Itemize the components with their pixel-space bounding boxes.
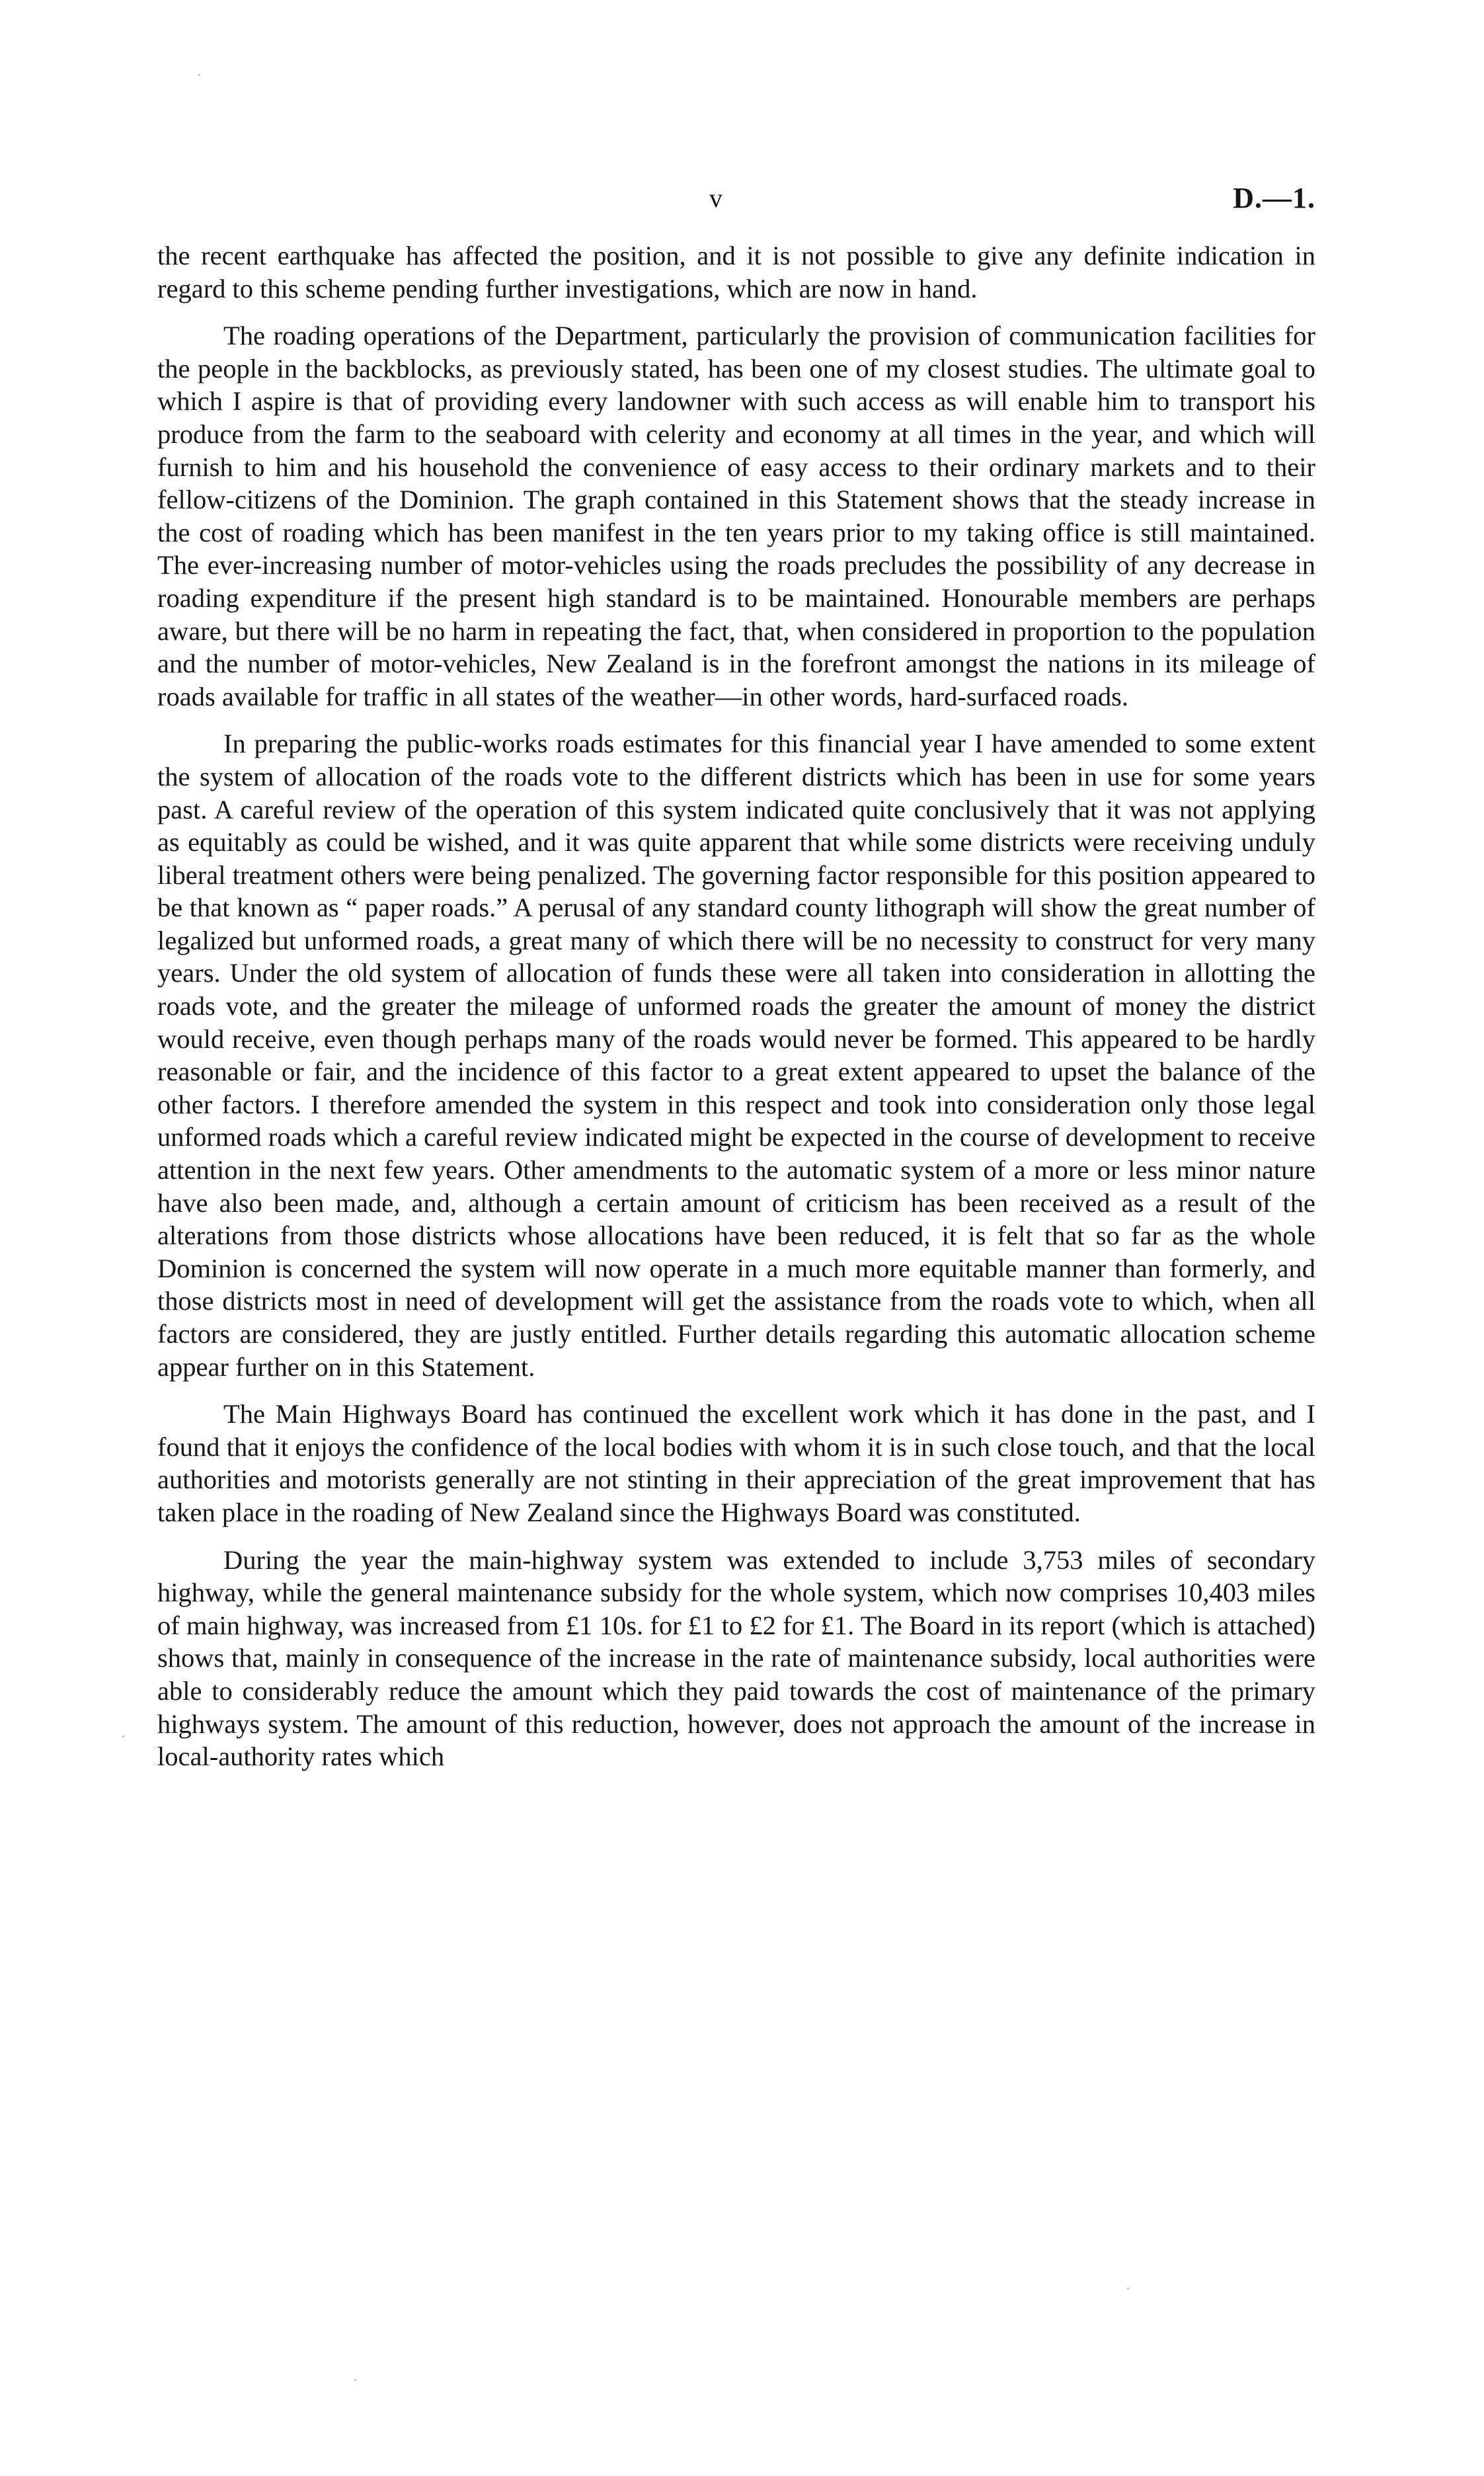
page-number: v [709, 183, 723, 213]
scan-speck [198, 74, 200, 76]
paragraph-roading-operations: The roading operations of the Department, particularly the provision of communication facilities for the people in the backblocks, as previously stated, has been one of my closest studies. The ultimate goal to which I aspire is that of providing every landowner with such access as will enable him to transport his produce from the farm to the seaboard with celerity and economy at all times in the year, and which will furnish to him and his household the convenience of easy access to their ordinary markets and to their fellow-citizens of the Dominion. The graph contained in this Statement shows that the steady increase in the cost of roading which has been manifest in the ten years prior to my taking office is still maintained. The ever-increasing number of motor-vehicles using the roads precludes the possibility of any decrease in roading expenditure if the present high standard is to be maintained. Honourable members are perhaps aware, but there will be no harm in repeating the fact, that, when considered in proportion to the population and the number of motor-vehicles, New Zealand is in the forefront amongst the nations in its mileage of roads available for traffic in all states of the weather—in other words, hard-surfaced roads. [157, 321, 1315, 711]
scan-speck [354, 2379, 356, 2381]
paragraph-highway-system-extension: During the year the main-highway system was extended to include 3,753 miles of secondary highway, while the general maintenance subsidy for the whole system, which now comprises 10,403 miles of main highway, was increased from £1 10s. for £1 to £2 for £1. The Board in its report (which is attached) shows that, mainly in consequence of the increase in the rate of maintenance subsidy, local authorities were able to considerably reduce the amount which they paid towards the cost of maintenance of the primary highways system. The amount of this reduction, however, does not approach the amount of the increase in local-authority rates which [157, 1544, 1315, 1772]
paragraph-roads-estimates: In preparing the public-works roads estimates for this financial year I have amended to some extent the system of allocation of the roads vote to the different districts which has been in use for some years past. A careful review of the operation of this system indicated quite conclusively that it was not applying as equitably as could be wished, and it was quite apparent that while some districts were receiving unduly liberal treatment others were being penalized. The governing factor responsible for this position appeared to be that known as “ paper roads.” A perusal of any standard county lithograph will show the great number of legalized but unformed roads, a great many of which there will be no necessity to construct for very many years. Under the old system of allocation of funds these were all taken into consideration in allotting the roads vote, and the greater the mileage of unformed roads the greater the amount of money the district would receive, even though perhaps many of the roads would never be formed. This appeared to be hardly reasonable or fair, and the incidence of this factor to a great extent appeared to upset the balance of the other factors. I therefore amended the system in this respect and took into consideration only those legal unformed roads which a careful review indicated might be expected in the course of development to receive attention in the next few years. Other amendments to the automatic system of a more or less minor nature have also been made, and, although a certain amount of criticism has been received as a result of the alterations from those districts whose allocations have been reduced, it is felt that so far as the whole Dominion is concerned the system will now operate in a much more equitable manner than formerly, and those districts most in need of development will get the assistance from the roads vote to which, when all factors are considered, they are justly entitled. Further details regarding this automatic allocation scheme appear further on in this Statement. [157, 729, 1315, 1382]
page-header [157, 179, 1315, 218]
document-code: D.—1. [1233, 182, 1315, 214]
scan-speck [1127, 2288, 1129, 2290]
paragraph-earthquake-continuation: the recent earthquake has affected the position, and it is not possible to give any definite indication in regard to this scheme pending further investigations, which are now in hand. [157, 241, 1315, 303]
scan-speck [122, 1736, 124, 1737]
body-text [157, 239, 1315, 1773]
paragraph-main-highways-board: The Main Highways Board has continued the excellent work which it has done in the past, and I found that it enjoys the confidence of the local bodies with whom it is in such close touch, and that the local authorities and motorists generally are not stinting in their appreciation of the great improvement that has taken place in the roading of New Zealand since the Highways Board was constituted. [157, 1399, 1315, 1527]
